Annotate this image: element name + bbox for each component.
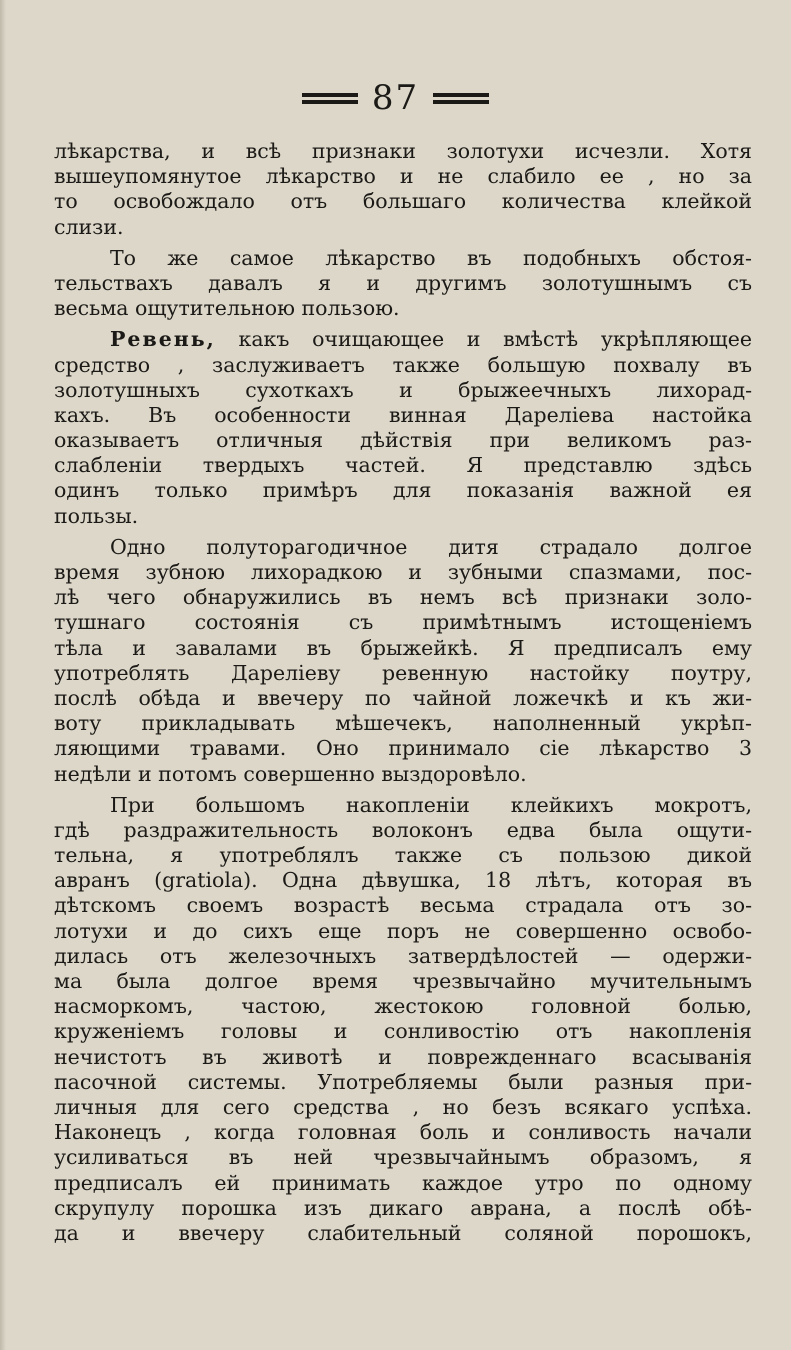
text-line xyxy=(54,327,752,352)
text-line: весьма ощутительною пользою. xyxy=(54,296,400,321)
text-line: усиливаться въ ней чрезвычайнымъ образомъ, я xyxy=(54,1145,752,1170)
text-line: то освобождало отъ большаго количества клейкой xyxy=(54,189,752,214)
text-line: Наконецъ , когда головная боль и сонливость начали xyxy=(54,1120,752,1145)
text-line: средство , заслуживаетъ также большую похвалу въ xyxy=(54,352,752,377)
text-line: тушнаго состоянія съ примѣтнымъ истощеніемъ xyxy=(54,610,752,635)
text-line: да и ввечеру слабительный соляной порошокъ, xyxy=(54,1220,752,1245)
text-line: оказываетъ отличныя дѣйствія при великомъ раз- xyxy=(54,428,752,453)
page-header xyxy=(0,78,791,118)
decorative-rule-right xyxy=(433,92,489,104)
decorative-rule-left xyxy=(302,92,358,104)
text-span: какъ очищающее и вмѣстѣ укрѣпляющее xyxy=(215,327,752,352)
text-line: нечистотъ въ животѣ и поврежденнаго всасыванія xyxy=(54,1044,752,1069)
text-line: вышеупомянутое лѣкарство и не слабило ее , но за xyxy=(54,164,752,189)
text-line: лѣ чего обнаружились въ немъ всѣ признаки золо- xyxy=(54,585,752,610)
text-line: личныя для сего средства , но безъ всякаго успѣха. xyxy=(54,1094,752,1119)
text-line: лѣкарства, и всѣ признаки золотухи исчезли. Хотя xyxy=(54,139,752,163)
text-line: время зубною лихорадкою и зубными спазмами, пос- xyxy=(54,560,752,584)
text-line: ляющими травами. Оно принимало сіе лѣкарство 3 xyxy=(54,736,752,761)
text-line: Одно полуторагодичное дитя страдало долгое xyxy=(110,534,752,559)
text-line: гдѣ раздражительность волоконъ едва была ощути- xyxy=(54,817,752,842)
text-line: тельна, я употреблялъ также съ пользою дикой xyxy=(54,843,752,868)
text-line: дилась отъ железочныхъ затвердѣлостей — одержи- xyxy=(54,943,752,968)
text-line: воту прикладывать мѣшечекъ, наполненный укрѣп- xyxy=(54,711,752,736)
text-line: слабленіи твердыхъ частей. Я представлю здѣсь xyxy=(54,453,752,478)
text-line: золотушныхъ сухоткахъ и брыжеечныхъ лихорад- xyxy=(54,377,752,402)
text-line: тѣла и завалами въ брыжейкѣ. Я предписалъ ему xyxy=(54,635,752,660)
text-line: скрупулу порошка изъ дикаго аврана, а послѣ обѣ- xyxy=(54,1195,752,1220)
text-line: То же самое лѣкарство въ подобныхъ обстоя- xyxy=(110,245,752,270)
text-line: насморкомъ, частою, жестокою головной болью, xyxy=(54,994,752,1019)
text-line: ма была долгое время чрезвычайно мучительнымъ xyxy=(54,969,752,993)
page-edge xyxy=(0,0,6,1350)
text-line: тельствахъ давалъ я и другимъ золотушнымъ съ xyxy=(54,270,752,295)
text-line: кахъ. Въ особенности винная Дареліева настойка xyxy=(54,402,752,427)
text-line: пользы. xyxy=(54,503,139,528)
text-line: послѣ обѣда и ввечеру по чайной ложечкѣ и къ жи- xyxy=(54,685,752,710)
text-line: дѣтскомъ своемъ возрастѣ весьма страдала отъ зо- xyxy=(54,893,752,918)
page-body xyxy=(54,139,752,1246)
text-line: предписалъ ей принимать каждое утро по одному xyxy=(54,1170,752,1195)
text-line: употреблять Дареліеву ревенную настойку поутру, xyxy=(54,660,752,685)
text-line: пасочной системы. Употребляемы были разныя при- xyxy=(54,1069,752,1094)
text-line: одинъ только примѣръ для показанія важной ея xyxy=(54,478,752,503)
emphasized-term: Ревень, xyxy=(110,327,216,352)
text-line: слизи. xyxy=(54,214,124,239)
page-number: 87 xyxy=(371,78,420,118)
text-line: лотухи и до сихъ еще поръ не совершенно освобо- xyxy=(54,918,752,943)
text-line: При большомъ накопленіи клейкихъ мокротъ, xyxy=(110,792,752,817)
text-line: авранъ (gratiola). Одна дѣвушка, 18 лѣтъ, которая въ xyxy=(54,868,752,893)
text-line: недѣли и потомъ совершенно выздоровѣло. xyxy=(54,761,527,786)
text-line: круженіемъ головы и сонливостію отъ накопленія xyxy=(54,1019,752,1044)
